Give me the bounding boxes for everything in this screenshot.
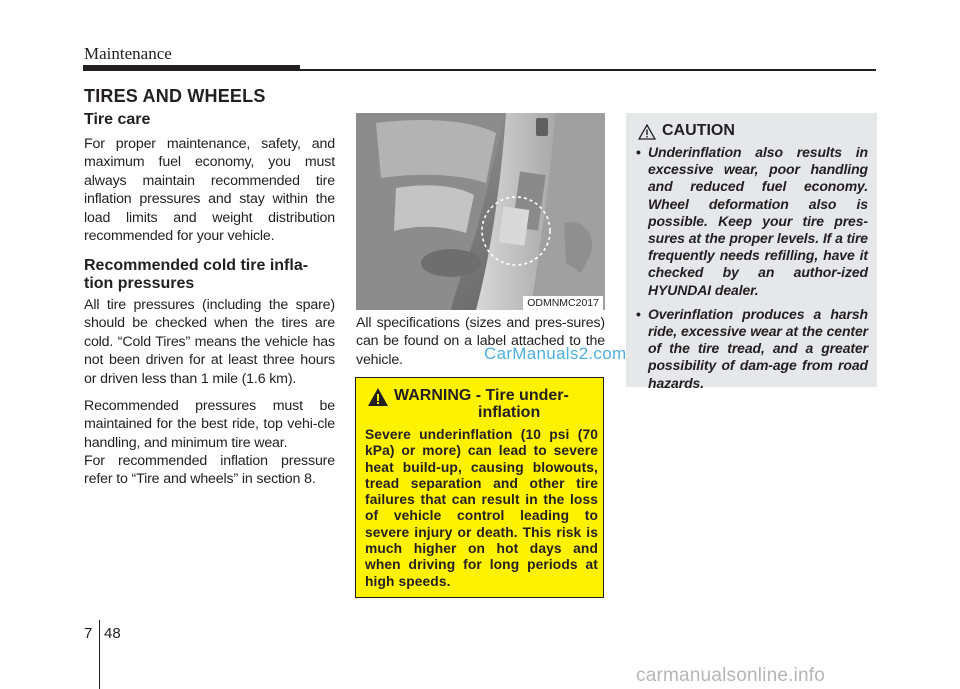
watermark: CarManuals2.com: [484, 344, 627, 363]
tire-label-photo: [356, 113, 605, 310]
cold-pressure-para3: For recommended inflation pressure refer to “Tire and wheels” in section 8.: [84, 453, 335, 488]
figure-code: ODMNMC2017: [523, 296, 603, 310]
caution-item-text: Overinflation produces a harsh ride, excessive wear at the center of the tire tread, and a greater possibility of dam-age from road hazards.: [648, 305, 868, 391]
caution-triangle-icon: [638, 124, 656, 140]
cold-pressure-para2: Recommended pressures must be maintained for the best ride, top vehi-cle handling, and minimum tire wear.: [84, 398, 335, 451]
tire-care-heading: Tire care: [84, 111, 151, 128]
tire-care-body: For proper maintenance, safety, and maximum fuel economy, you must always maintain recommended tire inflation pressures and stay within the load limits and weight distribution recommended for your vehicle.: [84, 136, 335, 245]
caution-item-text: Underinflation also results in excessive wear, poor handling and reduced fuel economy. Wheel deformation also is possible. Keep your tire pres-sures at the proper levels. If a tire frequently needs refilling, have it checked by an author-ized HYUNDAI dealer.: [648, 144, 868, 298]
warning-triangle-icon: [368, 388, 388, 406]
cold-pressure-heading-line2: tion pressures: [84, 275, 195, 292]
warning-title-line2: inflation: [478, 404, 541, 421]
page-number-divider: [99, 620, 100, 689]
caution-box: [626, 113, 877, 391]
header-rule-thin: [300, 69, 876, 71]
page-number: 48: [104, 625, 121, 642]
door-jamb-illustration: [356, 113, 605, 310]
header-rule-thick: [83, 65, 300, 71]
footer-site-link[interactable]: carmanualsonline.info: [636, 665, 826, 686]
cold-pressure-heading: [84, 257, 335, 293]
section-number: 7: [84, 625, 93, 642]
caution-item: • Underinflation also results in excessive wear, poor handling and reduced fuel economy. Wheel deformation also is possible. Keep your tire pres-sures at the proper levels. If a tire frequently needs refilling, have it checked by an author-ized HYUNDAI dealer.: [636, 144, 868, 298]
caution-item: • Overinflation produces a harsh ride, excessive wear at the center of the tire tread, and a greater possibility of dam-age from road hazards.: [636, 305, 868, 391]
running-header: Maintenance: [84, 44, 172, 63]
cold-pressure-para1: All tire pressures (including the spare) should be checked when the tires are cold. “Cold Tires” means the vehicle has not been driven for at least three hours or driven less than 1 mile (1.6 km).: [84, 297, 335, 387]
section-title: TIRES AND WHEELS: [84, 86, 266, 106]
warning-body: Severe underinflation (10 psi (70 kPa) or more) can lead to severe heat build-up, causing blowouts, tread separation and other tire failures that can result in the loss of vehicle control leading to severe injury or death. This risk is much higher on hot days and when driving for long periods at high speeds.: [365, 427, 598, 589]
figure-caption: All specifications (sizes and pres-sures) can be found on a label attached to the vehicle.: [356, 315, 605, 368]
caution-title: CAUTION: [662, 122, 735, 139]
warning-title: [394, 387, 604, 421]
cold-pressure-heading-line1: Recommended cold tire infla-: [84, 257, 309, 274]
caution-list: [636, 144, 868, 399]
warning-title-line1: WARNING - Tire under-: [394, 387, 569, 404]
warning-box: [355, 377, 604, 598]
